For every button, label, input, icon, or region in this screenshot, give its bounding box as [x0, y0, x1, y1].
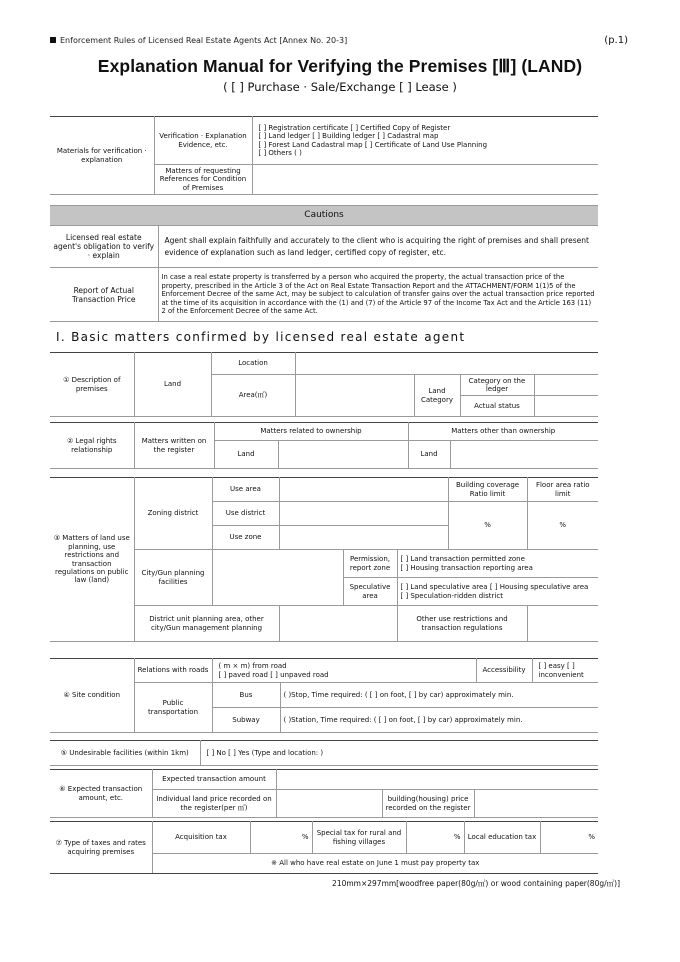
materials-label: Materials for verification · explanation	[50, 117, 154, 195]
special-tax-percent: %	[406, 822, 464, 854]
accessibility-options[interactable]: [ ] easy [ ] inconvenient	[532, 659, 598, 683]
request-label: Matters of requesting References for Condition of Premises	[154, 165, 252, 195]
premises-table	[50, 352, 598, 417]
road-pavement-options: [ ] paved road [ ] unpaved road	[218, 670, 329, 679]
area-value[interactable]	[295, 375, 414, 417]
expected-amount-label: ⑥ Expected transaction amount, etc.	[50, 770, 152, 818]
paper-spec-footer: 210mm×297mm[woodfree paper(80g/㎡) or wood containing paper(80g/㎡)]	[332, 879, 620, 888]
speculative-area-options[interactable]	[397, 578, 598, 606]
city-planning-value[interactable]	[212, 550, 343, 606]
form-reference-text: Enforcement Rules of Licensed Real Estate Agents Act [Annex No. 20-3]	[60, 36, 348, 45]
document-subtitle: ( [ ] Purchase · Sale/Exchange [ ] Lease )	[223, 80, 457, 94]
use-zone-label: Use zone	[212, 526, 279, 550]
request-value[interactable]	[252, 165, 598, 195]
use-district-label: Use district	[212, 502, 279, 526]
public-transport-label: Public transportation	[134, 683, 212, 733]
land-use-label: ③ Matters of land use planning, use restrictions and transaction regulations on public law (land)	[50, 478, 134, 642]
evidence-options	[252, 117, 598, 165]
permission-zone-options[interactable]	[397, 550, 598, 578]
other-than-ownership-label: Matters other than ownership	[408, 423, 598, 441]
building-price-value[interactable]	[474, 790, 598, 818]
undesirable-facilities-options[interactable]: [ ] No [ ] Yes (Type and location: )	[200, 741, 598, 766]
area-label: Area(㎡)	[211, 375, 295, 417]
relations-roads-label: Relations with roads	[134, 659, 212, 683]
site-condition-table	[50, 658, 598, 733]
report-text: In case a real estate property is transferred by a person who acquired the property, the actual transaction price of the property, prescribed in the Article 3 of the Act on Real Estate Transaction Report and the ATTACHMENT/FORM 1(1)5 of the Enforcement Decree of the same Act, may be subject to calculation of transfer gains over the actual transaction price reported at the time of its acquisition in accordance with the (1) and (7) of the Article 97 of the Income Tax Act and the Article 163 (11) 2 of the Enforcement Decree of the same Act.	[158, 268, 598, 322]
district-unit-label: District unit planning area, other city/Gun management planning	[134, 606, 279, 642]
undesirable-facilities-label: ⑤ Undesirable facilities (within 1km)	[50, 741, 200, 766]
local-education-tax-percent: %	[540, 822, 598, 854]
cautions-table	[50, 205, 598, 322]
bus-label: Bus	[212, 683, 280, 708]
ownership-land-label: Land	[214, 441, 278, 469]
expected-amount-table	[50, 769, 598, 818]
premises-label: ① Description of premises	[50, 353, 134, 417]
building-price-label: building(housing) price recorded on the register	[382, 790, 474, 818]
zoning-district-label: Zoning district	[134, 478, 212, 550]
taxes-label: ⑦ Type of taxes and rates acquiring premises	[50, 822, 152, 874]
floor-area-percent: %	[527, 502, 598, 550]
legal-rights-label: ② Legal rights relationship	[50, 423, 134, 469]
document-title: Explanation Manual for Verifying the Premises [Ⅲ] (LAND)	[97, 56, 583, 76]
report-label: Report of Actual Transaction Price	[50, 268, 158, 322]
permission-option: [ ] Land transaction permitted zone	[400, 555, 525, 564]
cautions-heading: Cautions	[50, 206, 598, 226]
speculative-option: [ ] Land speculative area [ ] Housing speculative area	[400, 583, 589, 592]
individual-price-value[interactable]	[276, 790, 382, 818]
ownership-label: Matters related to ownership	[214, 423, 408, 441]
actual-status-label: Actual status	[460, 396, 534, 417]
other-use-label: Other use restrictions and transaction regulations	[397, 606, 527, 642]
premises-land: Land	[134, 353, 211, 417]
use-zone-value[interactable]	[279, 526, 448, 550]
subway-label: Subway	[212, 708, 280, 733]
permission-option: [ ] Housing transaction reporting area	[400, 563, 533, 572]
floor-area-label: Floor area ratio limit	[527, 478, 598, 502]
location-label: Location	[211, 353, 295, 375]
evidence-label: Verification · Explanation Evidence, etc.	[154, 117, 252, 165]
taxes-table	[50, 821, 598, 874]
written-register-label: Matters written on the register	[134, 423, 214, 469]
other-use-value[interactable]	[527, 606, 598, 642]
form-reference	[50, 36, 347, 45]
property-tax-note: ※ All who have real estate on June 1 must pay property tax	[152, 854, 598, 874]
use-district-value[interactable]	[279, 502, 448, 526]
obligation-text: Agent shall explain faithfully and accurately to the client who is acquiring the right of premises and shall present evidence of explanation such as land ledger, certified copy of register, etc.	[158, 226, 598, 268]
actual-status-value[interactable]	[534, 396, 598, 417]
acquisition-tax-label: Acquisition tax	[152, 822, 250, 854]
coverage-percent: %	[448, 502, 527, 550]
road-details[interactable]	[212, 659, 476, 683]
local-education-tax-label: Local education tax	[464, 822, 540, 854]
expected-transaction-value[interactable]	[276, 770, 598, 790]
land-use-table	[50, 477, 598, 642]
special-tax-label: Special tax for rural and fishing villages	[312, 822, 406, 854]
expected-transaction-label: Expected transaction amount	[152, 770, 276, 790]
evidence-line: [ ] Forest Land Cadastral map [ ] Certificate of Land Use Planning	[258, 140, 488, 149]
individual-price-label: Individual land price recorded on the register(per ㎡)	[152, 790, 276, 818]
other-land-value[interactable]	[450, 441, 598, 469]
permission-zone-label: Permission, report zone	[343, 550, 397, 578]
speculative-option: [ ] Speculation-ridden district	[400, 591, 503, 600]
ownership-land-value[interactable]	[278, 441, 408, 469]
location-value[interactable]	[295, 353, 598, 375]
subway-details[interactable]: ( )Station, Time required: ( [ ] on foot, [ ] by car) approximately min.	[280, 708, 598, 733]
city-planning-label: City/Gun planning facilities	[134, 550, 212, 606]
district-unit-value[interactable]	[279, 606, 397, 642]
evidence-line: [ ] Land ledger [ ] Building ledger [ ] Cadastral map	[258, 132, 439, 141]
land-category-label: Land Category	[414, 375, 460, 417]
evidence-line: [ ] Registration certificate [ ] Certified Copy of Register	[258, 123, 451, 132]
page-number: (p.1)	[604, 35, 628, 46]
section-heading: Ⅰ. Basic matters confirmed by licensed real estate agent	[56, 330, 466, 344]
bus-details[interactable]: ( )Stop, Time required: ( [ ] on foot, [ ] by car) approximately min.	[280, 683, 598, 708]
road-dimensions: ( m × m) from road	[218, 662, 287, 671]
legal-rights-table	[50, 422, 598, 469]
use-area-label: Use area	[212, 478, 279, 502]
materials-table	[50, 116, 598, 195]
acquisition-tax-percent: %	[250, 822, 312, 854]
ledger-category-value[interactable]	[534, 375, 598, 396]
obligation-label: Licensed real estate agent's obligation to verify · explain	[50, 226, 158, 268]
undesirable-facilities-table	[50, 740, 598, 766]
ledger-category-label: Category on the ledger	[460, 375, 534, 396]
speculative-area-label: Speculative area	[343, 578, 397, 606]
square-bullet-icon	[50, 37, 56, 43]
use-area-value[interactable]	[279, 478, 448, 502]
accessibility-label: Accessibility	[476, 659, 532, 683]
other-land-label: Land	[408, 441, 450, 469]
site-condition-label: ④ Site condition	[50, 659, 134, 733]
coverage-label: Building coverage Ratio limit	[448, 478, 527, 502]
evidence-line: [ ] Others ( )	[258, 148, 302, 157]
